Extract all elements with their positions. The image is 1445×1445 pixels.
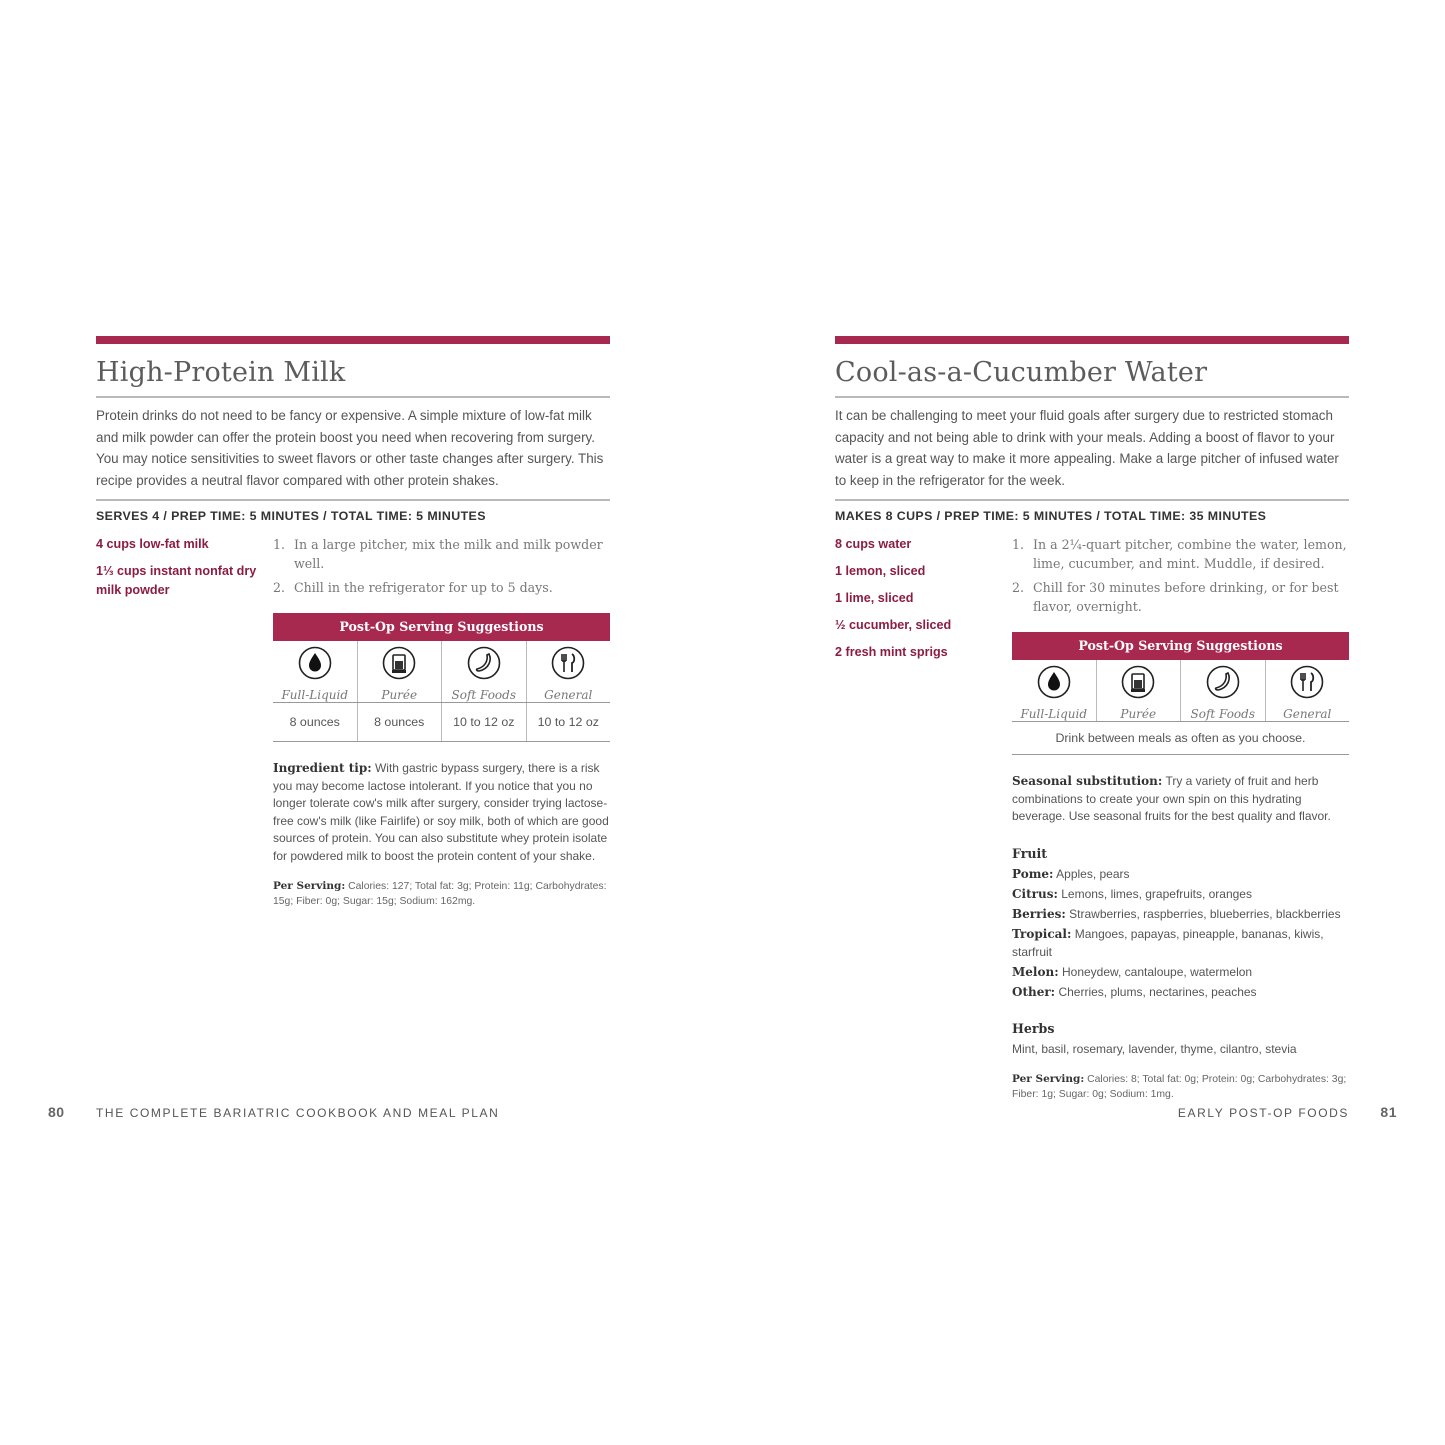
drop-icon: [1037, 665, 1071, 699]
running-footer-right: EARLY POST-OP FOODS: [1177, 1106, 1349, 1120]
page-number-left: 80: [48, 1104, 65, 1120]
banana-icon: [1206, 665, 1240, 699]
fork-knife-icon: [551, 646, 585, 680]
herbs-list: Mint, basil, rosemary, lavender, thyme, cilantro, stevia: [1012, 1041, 1297, 1056]
ingredient-item: ½ cucumber, sliced: [835, 618, 952, 632]
herbs-heading: Herbs: [1012, 1020, 1055, 1036]
drop-icon: [298, 646, 332, 680]
accent-bar: [96, 336, 610, 344]
stage-full-liquid: Full-Liquid: [273, 641, 357, 702]
running-footer-left: THE COMPLETE BARIATRIC COOKBOOK AND MEAL PLAN: [96, 1106, 500, 1120]
banana-icon: [467, 646, 501, 680]
blender-icon: [1121, 665, 1155, 699]
blender-icon: [382, 646, 416, 680]
page-number-right: 81: [1380, 1104, 1397, 1120]
ingredient-item: 2 fresh mint sprigs: [835, 645, 948, 659]
ingredient-list: [835, 535, 1000, 670]
recipe-title: High-Protein Milk: [96, 357, 346, 388]
postop-heading: Post-Op Serving Suggestions: [273, 613, 610, 641]
fruit-line: Tropical: Mangoes, papayas, pineapple, bananas, kiwis, starfruit: [1012, 926, 1324, 959]
divider: [835, 499, 1349, 501]
recipe-title: Cool-as-a-Cucumber Water: [835, 357, 1208, 388]
ingredient-item: 1⅓ cups instant nonfat dry milk powder: [96, 564, 257, 597]
postop-table: [1012, 632, 1349, 755]
ingredient-item: 8 cups water: [835, 537, 912, 551]
step-item: 2. Chill for 30 minutes before drinking, or for best flavor, overnight.: [1012, 580, 1339, 614]
recipe-meta: MAKES 8 CUPS / PREP TIME: 5 MINUTES / TOTAL TIME: 35 MINUTES: [835, 509, 1267, 523]
amount-full-liquid: 8 ounces: [289, 715, 340, 729]
stage-soft-foods: Soft Foods: [1180, 660, 1265, 721]
amount-soft-foods: 10 to 12 oz: [441, 703, 526, 741]
postop-heading: Post-Op Serving Suggestions: [1012, 632, 1349, 660]
recipe-intro: It can be challenging to meet your fluid goals after surgery due to restricted stomach capacity and not being able to drink with your meals. Adding a boost of flavor to your water is a great way to make it more appealing. Make a large pitcher of infused water to keep in the refrigerator for the week.: [835, 408, 1339, 488]
step-item: 1. In a 2¼-quart pitcher, combine the water, lemon, lime, cucumber, and mint. Muddle, if desired.: [1012, 537, 1347, 571]
step-item: 2. Chill in the refrigerator for up to 5 days.: [273, 580, 553, 595]
fruit-heading: Fruit: [1012, 845, 1048, 861]
fruit-line: Pome: Apples, pears: [1012, 866, 1130, 881]
stage-general: General: [1265, 660, 1350, 721]
step-list: [273, 535, 610, 597]
ingredient-item: 4 cups low-fat milk: [96, 537, 209, 551]
fruit-line: Citrus: Lemons, limes, grapefruits, oranges: [1012, 886, 1252, 901]
step-item: 1. In a large pitcher, mix the milk and milk powder well.: [273, 537, 603, 571]
recipe-high-protein-milk: [96, 336, 610, 919]
ingredient-item: 1 lime, sliced: [835, 591, 914, 605]
divider: [96, 499, 610, 501]
postop-table: [273, 613, 610, 742]
stage-soft-foods: Soft Foods: [441, 641, 526, 702]
stage-full-liquid: Full-Liquid: [1012, 660, 1096, 721]
ingredient-list: [96, 535, 261, 608]
recipe-cucumber-water: [835, 336, 1349, 1112]
step-list: [1012, 535, 1349, 616]
fruit-line: Berries: Strawberries, raspberries, blueberries, blackberries: [1012, 906, 1341, 921]
nutrition-info: Per Serving: Calories: 8; Total fat: 0g; Protein: 0g; Carbohydrates: 3g; Fiber: 1g; Sugar: 0g; Sodium: 1mg.: [1012, 1072, 1347, 1100]
divider: [835, 396, 1349, 398]
seasonal-substitution: Seasonal substitution: Try a variety of fruit and herb combinations to create your own spin on this hydrating beverage. Use seasonal fruits for the best quality and flavor.: [1012, 774, 1331, 823]
amount-puree: 8 ounces: [357, 703, 442, 741]
recipe-intro: Protein drinks do not need to be fancy or expensive. A simple mixture of low-fat milk and milk powder can offer the protein boost you need when recovering from surgery. You may notice sensitivities to sweet flavors or other taste changes after surgery. This recipe provides a neutral flavor compared with other protein shakes.: [96, 408, 604, 488]
recipe-meta: SERVES 4 / PREP TIME: 5 MINUTES / TOTAL TIME: 5 MINUTES: [96, 509, 486, 523]
fruit-line: Other: Cherries, plums, nectarines, peaches: [1012, 984, 1257, 999]
nutrition-info: Per Serving: Calories: 127; Total fat: 3g; Protein: 11g; Carbohydrates: 15g; Fiber: 0g; Sugar: 15g; Sodium: 162mg.: [273, 880, 607, 907]
postop-note: Drink between meals as often as you choose.: [1012, 722, 1349, 755]
accent-bar: [835, 336, 1349, 344]
ingredient-tip: Ingredient tip: With gastric bypass surgery, there is a risk you may become lactose intolerant. If you notice that you no longer tolerate cow's milk after surgery, consider trying lactose-free cow's milk (like Fairlife) or soy milk, both of which are good sources of protein. You can also substitute whey protein isolate for powdered milk to boost the protein content of your shake.: [273, 761, 609, 863]
stage-puree: Purée: [1096, 660, 1181, 721]
stage-puree: Purée: [357, 641, 442, 702]
stage-general: General: [526, 641, 611, 702]
fork-knife-icon: [1290, 665, 1324, 699]
ingredient-item: 1 lemon, sliced: [835, 564, 926, 578]
divider: [96, 396, 610, 398]
amount-general: 10 to 12 oz: [526, 703, 611, 741]
fruit-line: Melon: Honeydew, cantaloupe, watermelon: [1012, 964, 1253, 979]
